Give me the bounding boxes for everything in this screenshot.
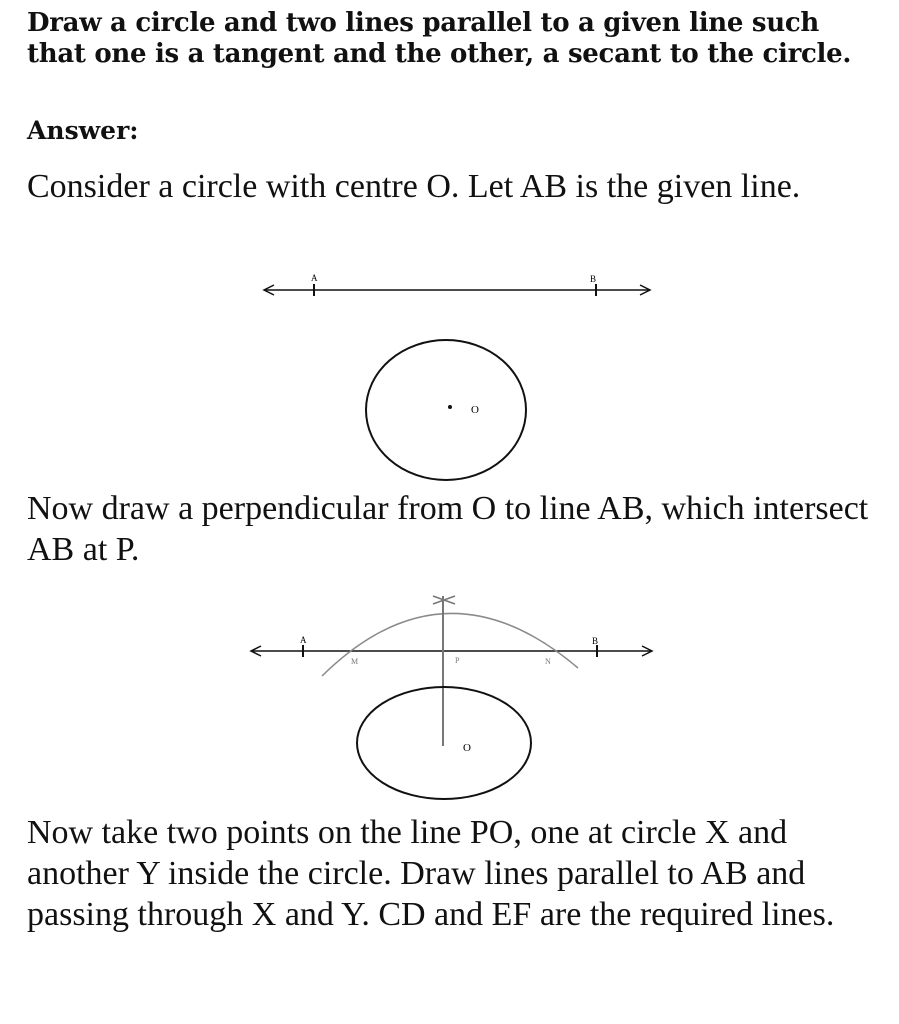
label-n: N xyxy=(545,657,551,666)
arrow-right-icon xyxy=(642,646,652,656)
label-b: B xyxy=(592,636,599,646)
figure-2 xyxy=(251,596,652,799)
arc-mark-1 xyxy=(433,596,455,604)
arc-mark-2 xyxy=(433,596,455,604)
circle xyxy=(357,687,531,799)
label-m: M xyxy=(351,657,359,666)
label-o: O xyxy=(471,404,479,416)
answer-label: Answer: xyxy=(27,116,139,145)
step-2-text: Now draw a perpendicular from O to line AB, which intersect AB at P. xyxy=(27,490,869,568)
figure-1 xyxy=(264,273,650,480)
label-o: O xyxy=(463,742,471,754)
arrow-left-icon xyxy=(251,646,261,656)
construction-arc xyxy=(322,613,578,676)
arrow-right-icon xyxy=(640,285,650,295)
label-a: A xyxy=(300,635,307,645)
step-1-text: Consider a circle with centre O. Let AB is the given line. xyxy=(27,168,801,205)
label-a: A xyxy=(311,273,318,283)
label-b: B xyxy=(590,274,597,284)
step-3-text: Now take two points on the line PO, one at circle X and another Y inside the circle. Draw lines parallel to AB and passing through X and Y. CD and EF are the required lines. xyxy=(27,814,835,933)
label-p: P xyxy=(455,656,460,665)
centre-point xyxy=(448,405,452,409)
question-text: Draw a circle and two lines parallel to a given line such that one is a tangent and the other, a secant to the circle. xyxy=(27,8,852,69)
circle xyxy=(366,340,526,480)
arrow-left-icon xyxy=(264,285,274,295)
